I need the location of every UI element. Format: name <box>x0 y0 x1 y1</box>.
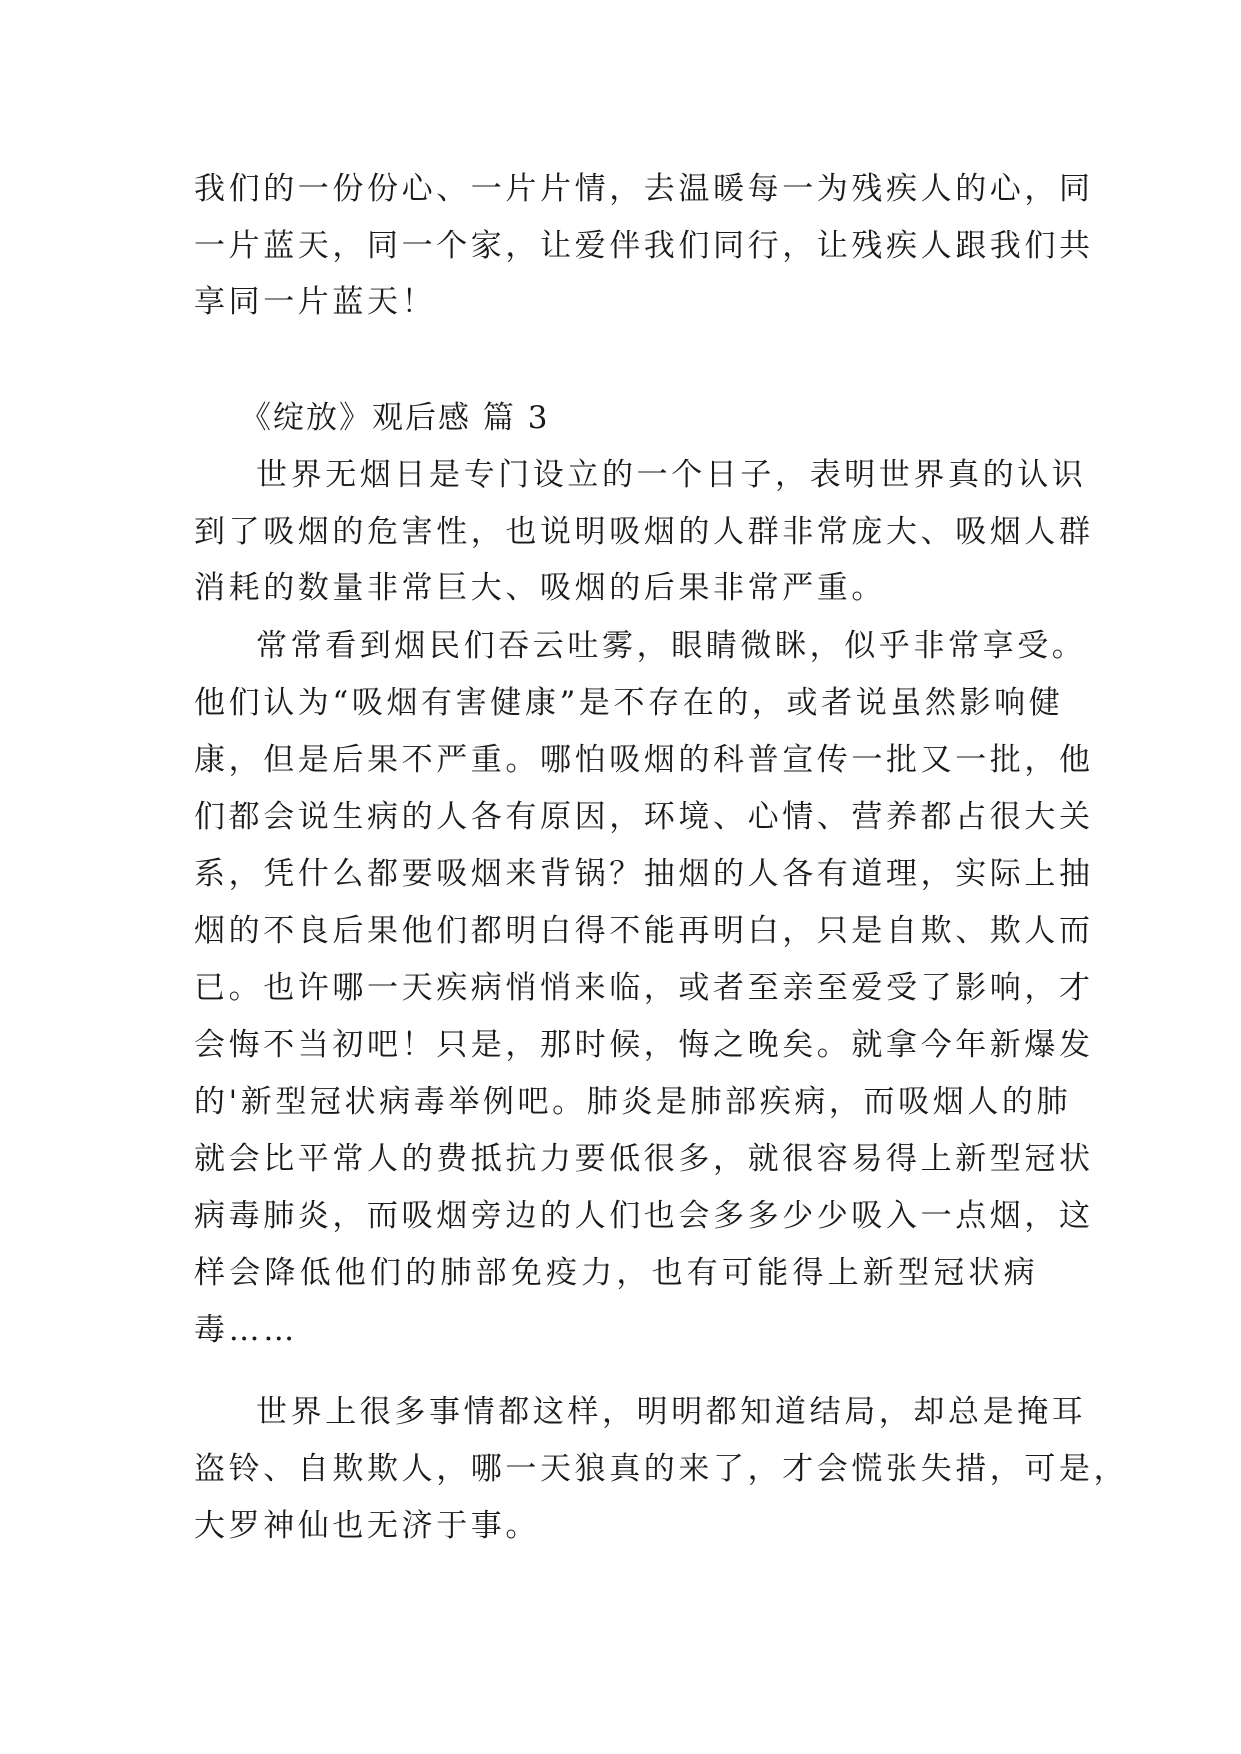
paragraph-line: 已。也许哪一天疾病悄悄来临，或者至亲至爱受了影响，才 <box>194 970 1094 1006</box>
paragraph-line: 消耗的数量非常巨大、吸烟的后果非常严重。 <box>194 570 886 606</box>
paragraph-line: 大罗神仙也无济于事。 <box>194 1508 540 1544</box>
paragraph-line: 系，凭什么都要吸烟来背锅？抽烟的人各有道理，实际上抽 <box>194 856 1094 892</box>
continued-paragraph-line: 享同一片蓝天！ <box>194 284 437 320</box>
continued-paragraph-line: 我们的一份份心、一片片情，去温暖每一为残疾人的心，同 <box>194 171 1094 207</box>
paragraph-line: 烟的不良后果他们都明白得不能再明白，只是自欺、欺人而 <box>194 913 1094 949</box>
section-title: 《绽放》观后感 篇 3 <box>240 400 550 436</box>
paragraph-line: 毒…… <box>194 1312 298 1348</box>
continued-paragraph-line: 一片蓝天，同一个家，让爱伴我们同行，让残疾人跟我们共 <box>194 228 1094 264</box>
paragraph-line: 的'新型冠状病毒举例吧。肺炎是肺部疾病，而吸烟人的肺 <box>194 1084 1072 1120</box>
paragraph-line: 会悔不当初吧！只是，那时候，悔之晚矣。就拿今年新爆发 <box>194 1027 1094 1063</box>
paragraph-line: 世界无烟日是专门设立的一个日子，表明世界真的认识 <box>256 457 1087 493</box>
paragraph-line: 就会比平常人的费抵抗力要低很多，就很容易得上新型冠状 <box>194 1141 1094 1177</box>
paragraph-line: 样会降低他们的肺部免疫力，也有可能得上新型冠状病 <box>194 1255 1039 1291</box>
paragraph-line: 世界上很多事情都这样，明明都知道结局，却总是掩耳 <box>256 1394 1087 1430</box>
paragraph-line: 们都会说生病的人各有原因，环境、心情、营养都占很大关 <box>194 799 1094 835</box>
paragraph-line: 他们认为“吸烟有害健康”是不存在的，或者说虽然影响健 <box>194 685 1064 721</box>
paragraph-line: 盗铃、自欺欺人，哪一天狼真的来了，才会慌张失措，可是， <box>194 1451 1129 1487</box>
paragraph-line: 康，但是后果不严重。哪怕吸烟的科普宣传一批又一批，他 <box>194 742 1094 778</box>
paragraph-line: 病毒肺炎，而吸烟旁边的人们也会多多少少吸入一点烟，这 <box>194 1198 1094 1234</box>
paragraph-line: 到了吸烟的危害性，也说明吸烟的人群非常庞大、吸烟人群 <box>194 514 1094 550</box>
paragraph-line: 常常看到烟民们吞云吐雾，眼睛微眯，似乎非常享受。 <box>256 628 1087 664</box>
